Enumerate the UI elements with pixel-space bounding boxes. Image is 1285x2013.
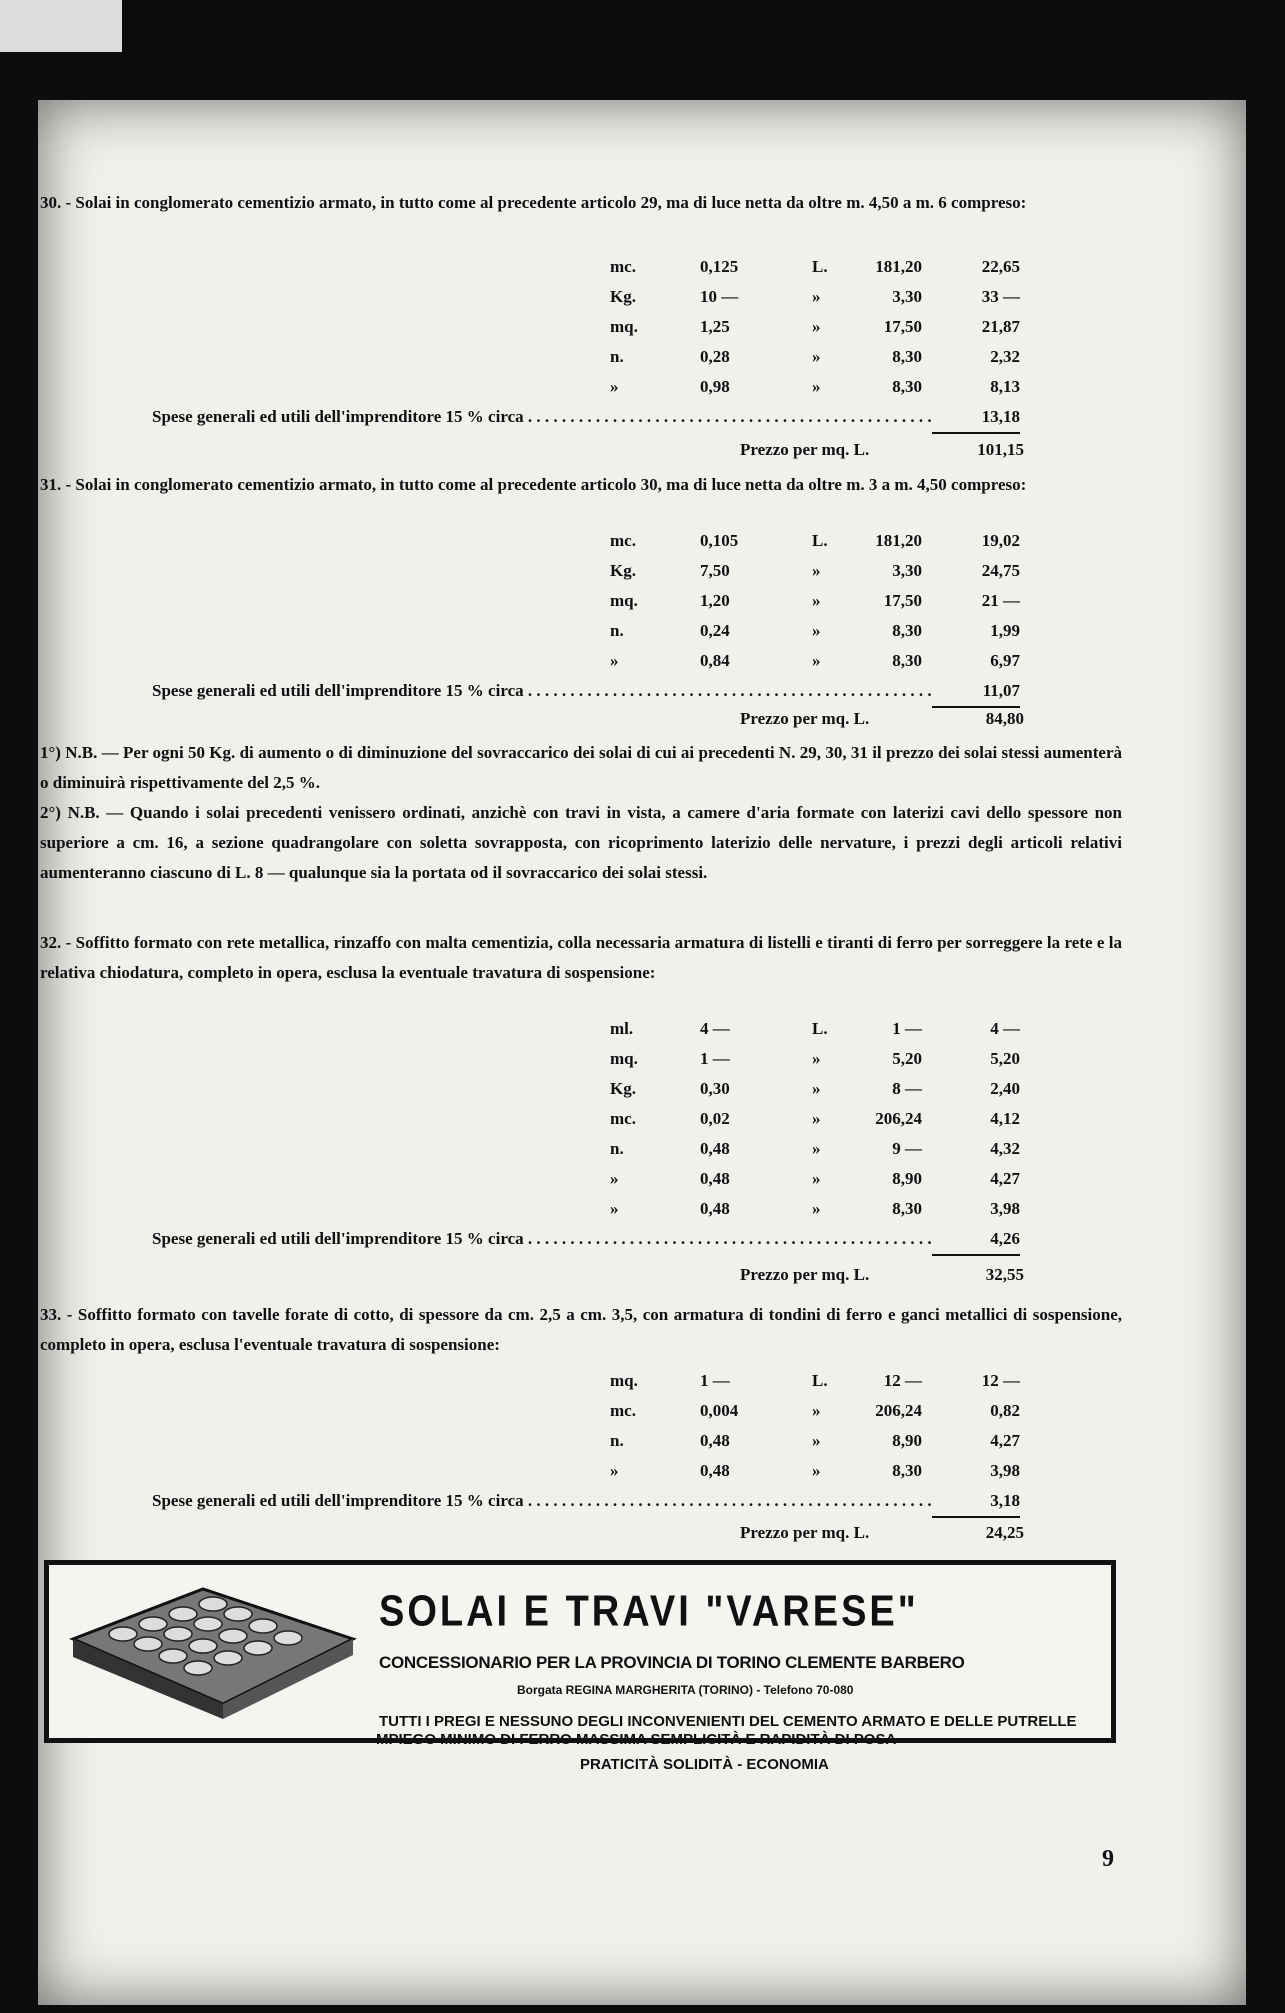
table-row (152, 1044, 1022, 1074)
item-price: 8,30 (892, 1199, 922, 1218)
table-row (152, 1134, 1022, 1164)
section-31-intro: 31. - Solai in conglomerato cementizio armato, in tutto come al precedente articolo 30, ma di luce netta da oltre m. 3 a m. 4,50 compreso: (40, 475, 1027, 494)
item-unit: Kg. (604, 1074, 636, 1104)
item-qty: 7,50 (700, 561, 730, 580)
item-unit: » (604, 1194, 619, 1224)
item-price: 9 — (892, 1139, 922, 1158)
item-price: 8,30 (892, 377, 922, 396)
item-price: 3,30 (892, 287, 922, 306)
item-total: 1,99 (990, 621, 1020, 640)
item-currency: » (812, 1431, 821, 1450)
item-qty: 0,48 (700, 1139, 730, 1158)
table-row (152, 372, 1022, 402)
item-price: 206,24 (875, 1401, 922, 1420)
spese-label: Spese generali ed utili dell'imprenditore 15 % circa . . . (152, 676, 1008, 706)
item-qty: 10 — (700, 287, 739, 306)
item-unit: Kg. (604, 556, 636, 586)
item-currency: » (812, 1199, 821, 1218)
item-qty: 1,25 (700, 317, 730, 336)
item-qty: 0,02 (700, 1109, 730, 1128)
item-currency: » (812, 651, 821, 670)
section-32-intro: 32. - Soffitto formato con rete metallica, rinzaffo con malta cementizia, colla necessaria armatura di listelli e tiranti di ferro per sorreggere la rete e la relativa chiodatura, completo in opera, esclusa la eventuale travatura di sospensione: (40, 933, 1122, 982)
table-row (152, 556, 1022, 586)
note-1: 1°) N.B. — Per ogni 50 Kg. di aumento o di diminuzione del sovraccarico dei solai di cui ai precedenti N. 29, 30, 31 il prezzo dei solai stessi aumenterà o diminuirà rispettivamente del 2,5 %. (40, 743, 1122, 792)
item-currency: » (812, 1139, 821, 1158)
item-price: 8,90 (892, 1431, 922, 1450)
item-price: 8,30 (892, 1461, 922, 1480)
table-row (152, 616, 1022, 646)
table-row (152, 1426, 1022, 1456)
item-total: 4,27 (990, 1169, 1020, 1188)
note-2: 2°) N.B. — Quando i solai precedenti venissero ordinati, anzichè con travi in vista, a camere d'aria formate con laterizi cavi dello spessore non superiore a cm. 16, a sezione quadrangolare con soletta sovrapposta, con ricoprimento laterizio delle nervature, i prezzi degli articoli relativi aumenteranno ciascuno di L. 8 — qualunque sia la portata od il sovraccarico dei solai stessi. (40, 803, 1122, 882)
item-unit: ml. (604, 1014, 633, 1044)
item-currency: » (812, 1109, 821, 1128)
item-currency: L. (812, 1019, 828, 1038)
table-row (152, 312, 1022, 342)
item-qty: 0,48 (700, 1199, 730, 1218)
item-unit: n. (604, 342, 624, 372)
item-price: 8,30 (892, 621, 922, 640)
item-currency: » (812, 621, 821, 640)
prezzo-row (740, 1518, 1024, 1548)
item-total: 4,27 (990, 1431, 1020, 1450)
item-qty: 0,48 (700, 1169, 730, 1188)
item-total: 3,98 (990, 1199, 1020, 1218)
item-total: 3,98 (990, 1461, 1020, 1480)
item-unit: n. (604, 1426, 624, 1456)
item-unit: mq. (604, 1366, 638, 1396)
item-currency: » (812, 317, 821, 336)
item-qty: 0,24 (700, 621, 730, 640)
item-unit: » (604, 372, 619, 402)
table-row (152, 1164, 1022, 1194)
item-currency: » (812, 1079, 821, 1098)
item-total: 21 — (981, 591, 1020, 610)
item-currency: » (812, 1169, 821, 1188)
item-unit: Kg. (604, 282, 636, 312)
item-total: 8,13 (990, 377, 1020, 396)
item-price: 17,50 (883, 591, 922, 610)
item-unit: » (604, 1164, 619, 1194)
prezzo-value: 101,15 (977, 440, 1024, 459)
prezzo-row (740, 435, 1024, 465)
prezzo-value: 24,25 (985, 1523, 1024, 1542)
item-unit: n. (604, 1134, 624, 1164)
item-currency: » (812, 377, 821, 396)
item-unit: mc. (604, 526, 636, 556)
item-qty: 0,30 (700, 1079, 730, 1098)
spese-label: Spese generali ed utili dell'imprenditore 15 % circa . . . (152, 1486, 1008, 1516)
item-unit: mq. (604, 586, 638, 616)
section-30-intro: 30. - Solai in conglomerato cementizio armato, in tutto come al precedente articolo 29, ma di luce netta da oltre m. 4,50 a m. 6 compreso: (40, 193, 1027, 212)
item-qty: 0,48 (700, 1431, 730, 1450)
table-row (152, 1456, 1022, 1486)
item-currency: » (812, 591, 821, 610)
prezzo-value: 84,80 (985, 709, 1024, 728)
spese-row (152, 1486, 1022, 1516)
ad-line-pregi: TUTTI I PREGI E NESSUNO DEGLI INCONVENIENTI DEL CEMENTO ARMATO E DELLE PUTRELLE (379, 1713, 1077, 1730)
item-total: 2,40 (990, 1079, 1020, 1098)
table-row (152, 1074, 1022, 1104)
item-price: 8 — (892, 1079, 922, 1098)
page-number: 9 (1102, 1846, 1114, 1872)
table-row (152, 1366, 1022, 1396)
ad-line-impiego: MPIEGO MINIMO DI FERRO MASSIMA SEMPLICITÀ E RAPIDITÀ DI POSA (376, 1731, 897, 1748)
item-price: 1 — (892, 1019, 922, 1038)
slab-illustration-icon (63, 1579, 363, 1724)
scan-corner-tab (0, 0, 122, 52)
item-qty: 0,98 (700, 377, 730, 396)
item-price: 5,20 (892, 1049, 922, 1068)
item-total: 19,02 (981, 531, 1020, 550)
item-currency: L. (812, 257, 828, 276)
item-currency: » (812, 1401, 821, 1420)
section-33-intro: 33. - Soffitto formato con tavelle forate di cotto, di spessore da cm. 2,5 a cm. 3,5, con armatura di tondini di ferro e ganci metallici di sospensione, completo in opera, esclusa l'eventuale travatura di sospensione: (40, 1305, 1122, 1354)
table-row (152, 1194, 1022, 1224)
spese-total: 11,07 (932, 676, 1020, 708)
item-unit: mq. (604, 1044, 638, 1074)
item-total: 5,20 (990, 1049, 1020, 1068)
table-row (152, 1014, 1022, 1044)
spese-total: 13,18 (932, 402, 1020, 434)
item-currency: L. (812, 531, 828, 550)
item-qty: 0,48 (700, 1461, 730, 1480)
item-total: 0,82 (990, 1401, 1020, 1420)
item-qty: 0,004 (700, 1401, 739, 1420)
table-row (152, 282, 1022, 312)
item-total: 21,87 (981, 317, 1020, 336)
item-unit: » (604, 1456, 619, 1486)
item-price: 17,50 (883, 317, 922, 336)
spese-total: 4,26 (932, 1224, 1020, 1256)
spese-row (152, 1224, 1022, 1254)
item-price: 181,20 (875, 531, 922, 550)
ad-title: SOLAI E TRAVI "VARESE" (379, 1587, 919, 1637)
prezzo-label: Prezzo per mq. L. (740, 440, 870, 459)
item-total: 33 — (981, 287, 1020, 306)
item-qty: 0,84 (700, 651, 730, 670)
item-currency: » (812, 1049, 821, 1068)
prezzo-label: Prezzo per mq. L. (740, 1523, 870, 1542)
item-unit: mc. (604, 252, 636, 282)
item-total: 4,12 (990, 1109, 1020, 1128)
item-unit: » (604, 646, 619, 676)
item-qty: 1,20 (700, 591, 730, 610)
table-row (152, 1104, 1022, 1134)
item-qty: 1 — (700, 1371, 730, 1390)
item-unit: n. (604, 616, 624, 646)
item-total: 12 — (981, 1371, 1020, 1390)
spese-label: Spese generali ed utili dell'imprenditore 15 % circa . . . (152, 1224, 1008, 1254)
spese-row (152, 402, 1022, 432)
item-price: 206,24 (875, 1109, 922, 1128)
ad-address: Borgata REGINA MARGHERITA (TORINO) - Telefono 70-080 (517, 1683, 854, 1697)
spese-label: Spese generali ed utili dell'imprenditore 15 % circa . . . (152, 402, 1008, 432)
table-row (152, 646, 1022, 676)
item-total: 22,65 (981, 257, 1020, 276)
table-row (152, 526, 1022, 556)
item-price: 8,90 (892, 1169, 922, 1188)
spese-total: 3,18 (932, 1486, 1020, 1518)
item-currency: » (812, 1461, 821, 1480)
ad-line-pratica: PRATICITÀ SOLIDITÀ - ECONOMIA (580, 1756, 829, 1773)
table-row (152, 342, 1022, 372)
item-qty: 0,105 (700, 531, 739, 550)
item-price: 8,30 (892, 651, 922, 670)
item-currency: L. (812, 1371, 828, 1390)
item-qty: 0,125 (700, 257, 739, 276)
item-total: 6,97 (990, 651, 1020, 670)
prezzo-label: Prezzo per mq. L. (740, 709, 870, 728)
item-price: 3,30 (892, 561, 922, 580)
item-unit: mc. (604, 1396, 636, 1426)
item-qty: 1 — (700, 1049, 730, 1068)
table-row (152, 252, 1022, 282)
item-currency: » (812, 347, 821, 366)
prezzo-row (740, 704, 1024, 734)
advertisement-box (44, 1560, 1116, 1743)
item-total: 4,32 (990, 1139, 1020, 1158)
spese-row (152, 676, 1022, 706)
item-currency: » (812, 287, 821, 306)
item-price: 8,30 (892, 347, 922, 366)
prezzo-label: Prezzo per mq. L. (740, 1265, 870, 1284)
table-row (152, 586, 1022, 616)
item-currency: » (812, 561, 821, 580)
table-row (152, 1396, 1022, 1426)
item-qty: 0,28 (700, 347, 730, 366)
prezzo-value: 32,55 (985, 1265, 1024, 1284)
item-qty: 4 — (700, 1019, 730, 1038)
item-total: 4 — (990, 1019, 1020, 1038)
prezzo-row (740, 1260, 1024, 1290)
item-total: 24,75 (981, 561, 1020, 580)
item-unit: mc. (604, 1104, 636, 1134)
item-unit: mq. (604, 312, 638, 342)
item-price: 12 — (883, 1371, 922, 1390)
item-total: 2,32 (990, 347, 1020, 366)
ad-concessionario: CONCESSIONARIO PER LA PROVINCIA DI TORINO CLEMENTE BARBERO (379, 1653, 965, 1672)
item-price: 181,20 (875, 257, 922, 276)
